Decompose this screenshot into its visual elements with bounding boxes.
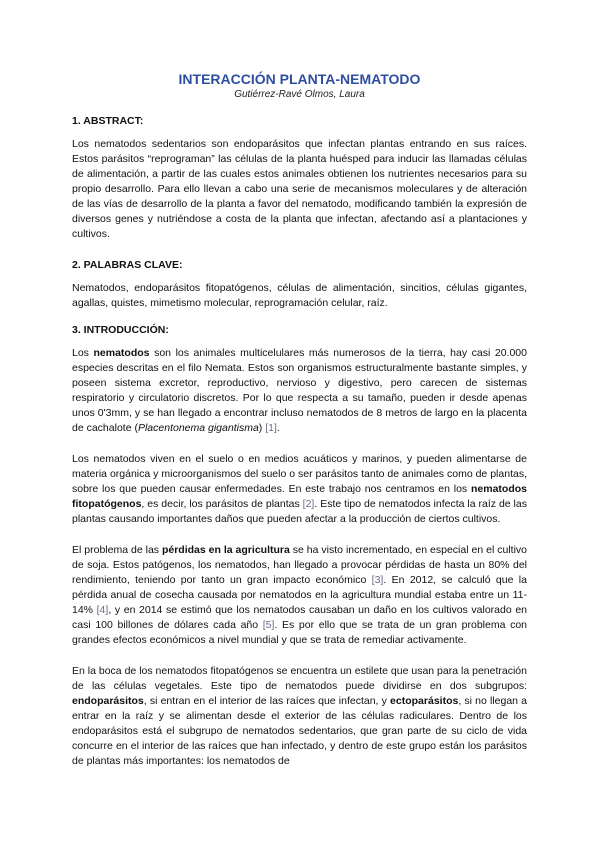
species-name: Placentonema gigantisma — [137, 422, 259, 434]
citation-link[interactable]: [3] — [371, 574, 384, 586]
citation-link[interactable]: [4] — [96, 604, 109, 616]
author-line: Gutiérrez-Ravé Olmos, Laura — [234, 89, 365, 100]
term-endoparasitos: endoparásitos — [72, 695, 144, 707]
term-perdidas-agricultura: pérdidas en la agricultura — [161, 544, 290, 556]
abstract-paragraph: Los nematodos sedentarios son endoparásitos que infectan plantas entrando en sus raíces. Estos parásitos “reprograman” las células de la planta huésped para inducir las llamadas células de alimentación, a partir de las cuales estos animales obtienen los nutrientes necesarios para su propio desarrollo. Para ello llevan a cabo una serie de mecanismos moleculares y de alteración de las vías de desarrollo de la planta a favor del nematodo, modificando también la expresión de diversos genes y nutriéndose a costa de la planta que infectan, afectando así a plantaciones y cultivos. — [72, 138, 527, 240]
keywords-paragraph: Nematodos, endoparásitos fitopatógenos, células de alimentación, sincitios, células gigantes, agallas, quistes, mimetismo molecular, reprogramación celular, raíz. — [72, 282, 527, 309]
citation-link[interactable]: [1] — [265, 422, 277, 434]
intro-paragraph-1: Los nematodos son los animales multicelulares más numerosos de la tierra, hay casi 20.000 especies descritas en el filo Nemata. Estos son organismos estructuralmente bastante simples, y poseen sistema excretor, reproductivo, nervioso y digestivo, pero carecen de sistemas respiratorio y circulatorio discretos. Por lo que respecta a su tamaño, pueden ir desde apenas unos 0'3mm, y se han llegado a encontrar incluso nematodos de 8 metros de largo en la placenta de cachalote (Placentonema gigantisma) [1]. — [72, 347, 527, 434]
term-nematodos-fitopatogenos: nematodos fitopatógenos — [72, 483, 527, 510]
keywords-heading: 2. PALABRAS CLAVE: — [72, 259, 183, 271]
document-page — [72, 70, 527, 785]
term-ectoparasitos: ectoparásitos — [390, 695, 459, 707]
citation-link[interactable]: [5] — [262, 619, 275, 631]
paper-title: INTERACCIÓN PLANTA-NEMATODO — [178, 71, 421, 87]
intro-paragraph-4: En la boca de los nematodos fitopatógenos se encuentra un estilete que usan para la penetración de las células vegetales. Este tipo de nematodos puede dividirse en dos subgrupos: endoparásitos, si entran en el interior de las raíces que infectan, y ectoparásitos, si no llegan a entrar en la raíz y se alimentan desde el exterior de las células radiculares. Dentro de los endoparásitos está el subgrupo de nematodos sedentarios, que gran parte de su ciclo de vida concurre en el interior de las raíces que han infectado, y dentro de este grupo están los parásitos de plantas más importantes: los nematodos de — [72, 665, 527, 767]
intro-paragraph-3: El problema de las pérdidas en la agricultura se ha visto incrementado, en especial en el cultivo de soja. Estos patógenos, los nematodos, han llegado a provocar pérdidas de hasta un 80% del rendimiento, teniendo por tanto un gran impacto económico [3]. En 2012, se calculó que la pérdida anual de cosecha causada por nematodos en la agricultura mundial estaba entre un 11-14% [4], y en 2014 se estimó que los nematodos causaban un daño en los cultivos valorado en casi 100 billones de dólares cada año [5]. Es por ello que se trata de un gran problema con grandes efectos económicos a nivel mundial y que se trata de remediar activamente. — [72, 544, 527, 646]
introduction-heading: 3. INTRODUCCIÓN: — [72, 324, 169, 336]
intro-paragraph-2: Los nematodos viven en el suelo o en medios acuáticos y marinos, y pueden alimentarse de materia orgánica y microorganismos del suelo o ser parásitos tanto de animales como de plantas, sobre los que pueden causar enfermedades. En este trabajo nos centramos en los nematodos fitopatógenos, es decir, los parásitos de plantas [2]. Este tipo de nematodos infecta la raíz de las plantas causando importantes daños que pueden afectar a la producción de ciertos cultivos. — [72, 453, 527, 525]
abstract-heading: 1. ABSTRACT: — [72, 115, 144, 127]
citation-link[interactable]: [2] — [302, 498, 315, 510]
term-nematodos: nematodos — [93, 347, 150, 359]
